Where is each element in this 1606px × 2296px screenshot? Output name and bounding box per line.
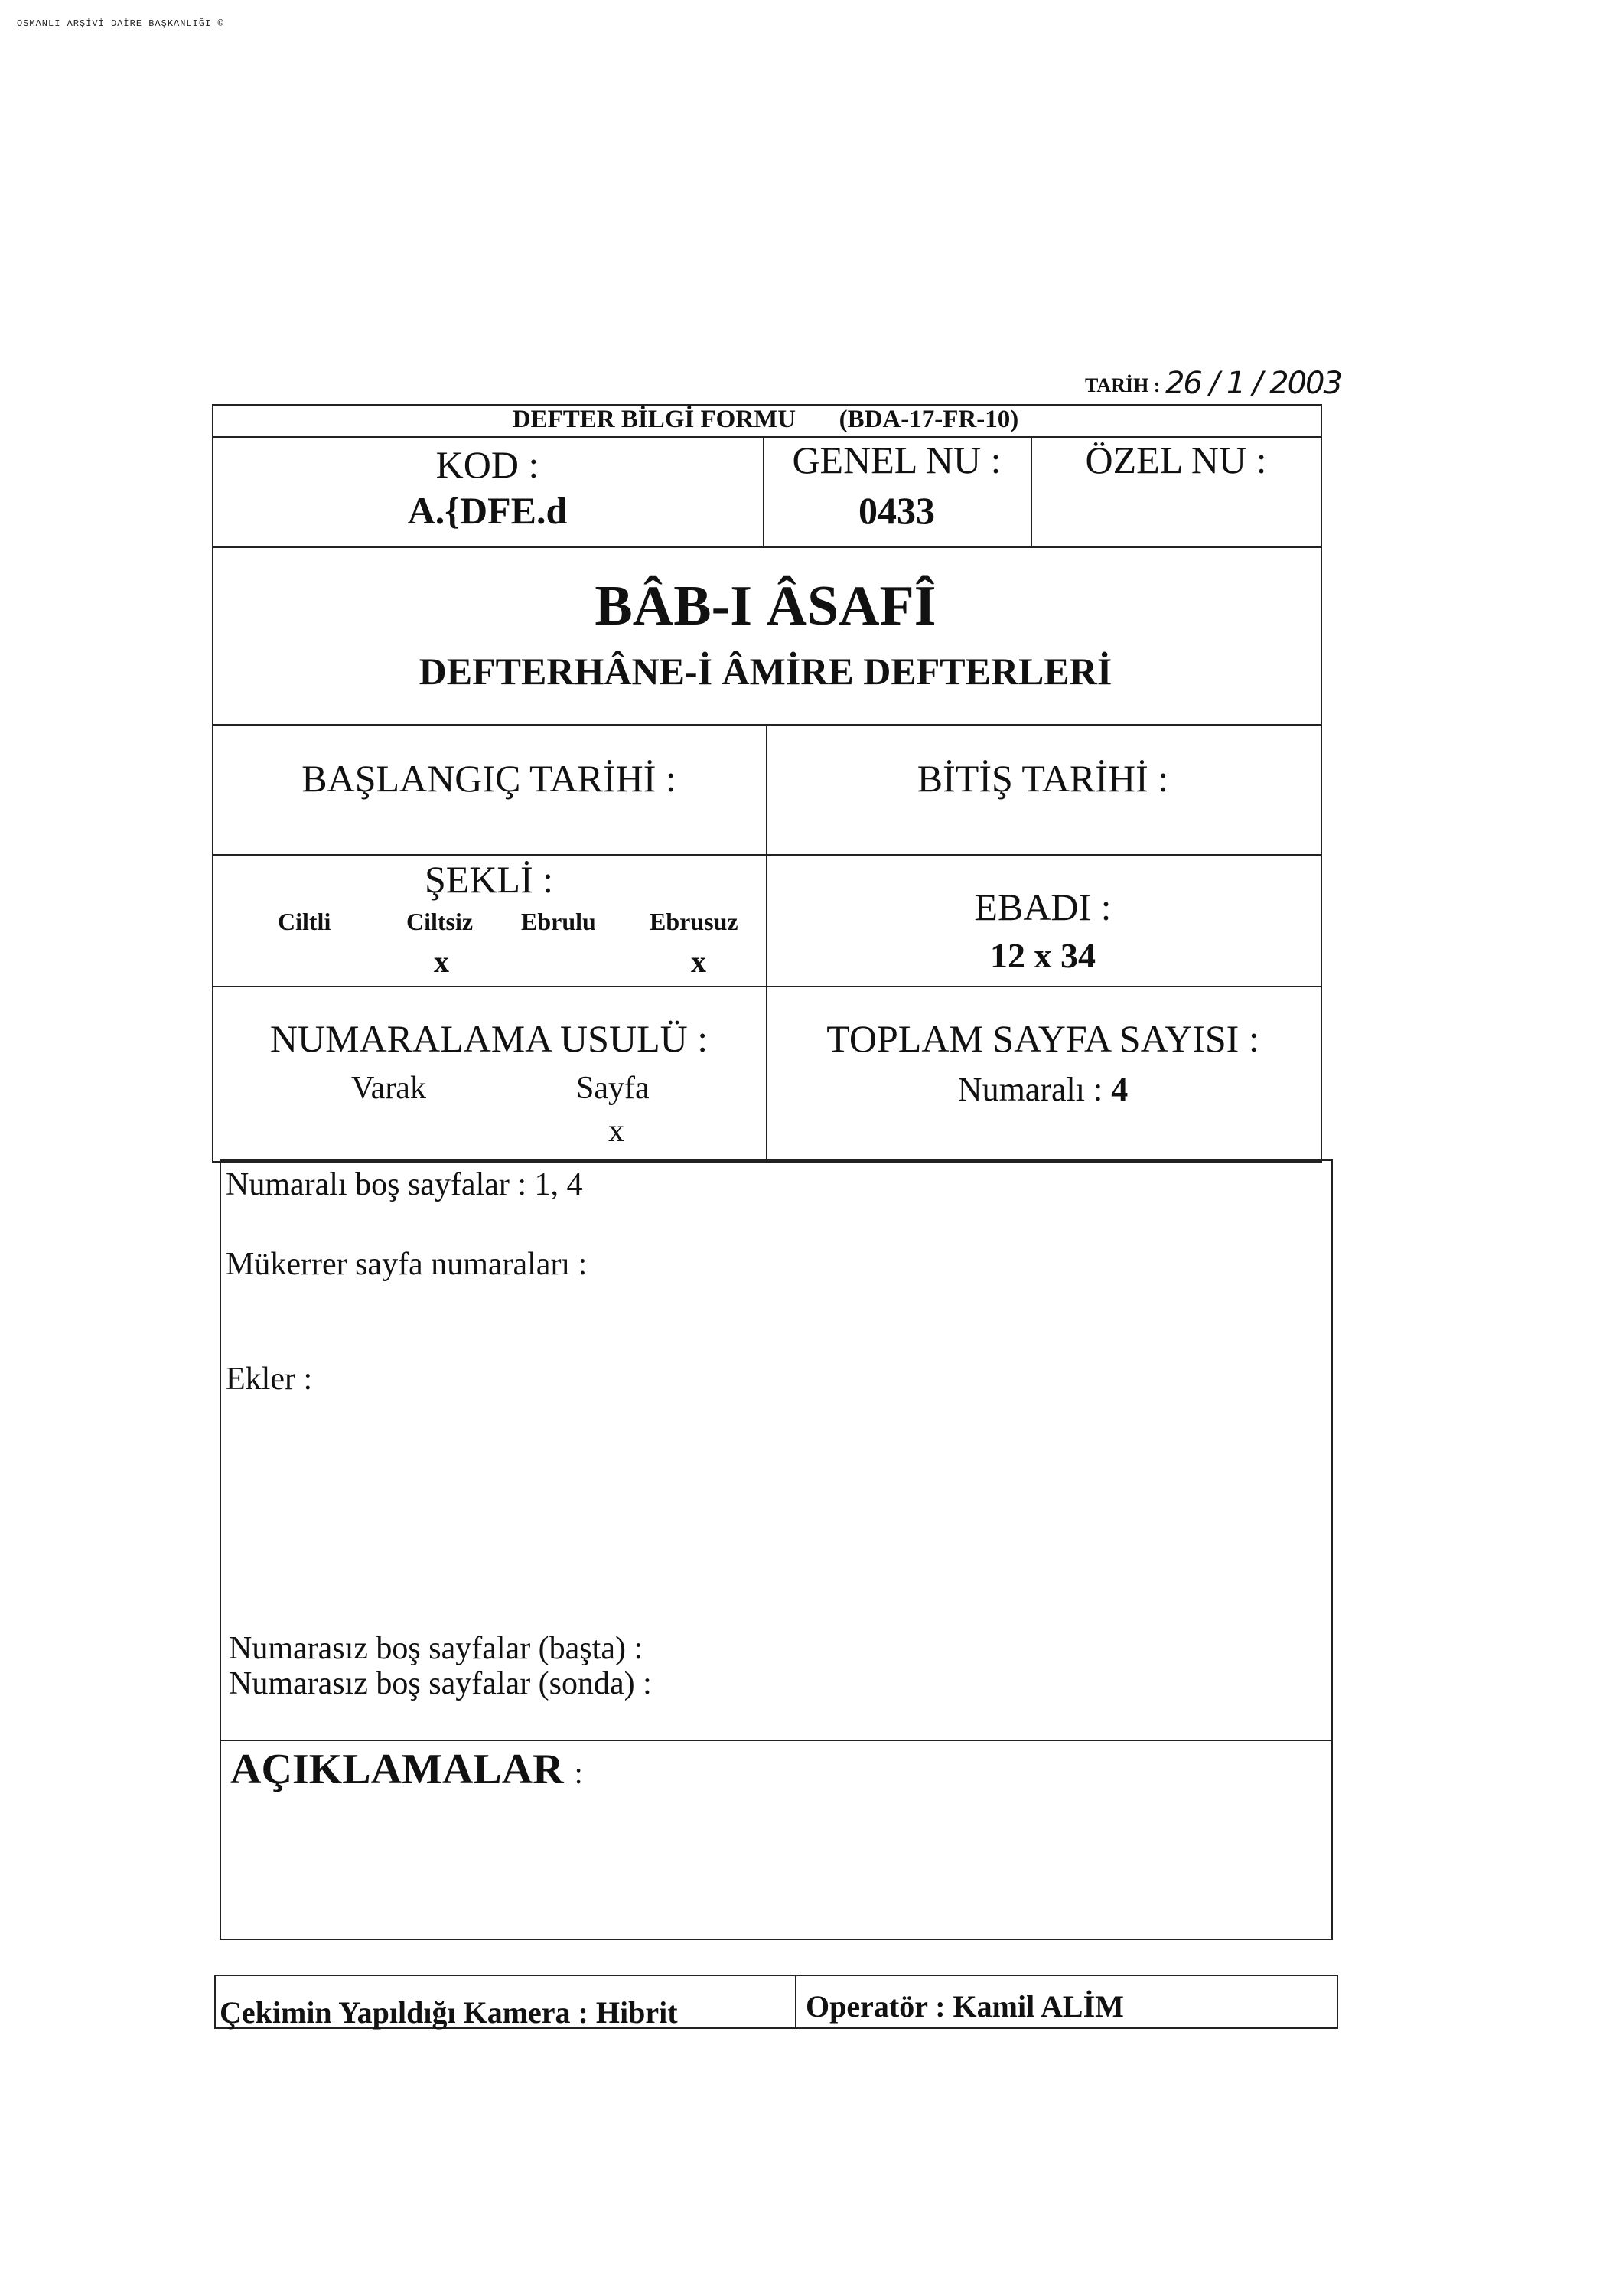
sekli-option-ciltsiz: Ciltsiz	[406, 908, 474, 935]
form-header	[212, 406, 1319, 434]
bitis-label: BİTİŞ TARİHİ :	[917, 757, 1169, 800]
camera-label: Çekimin Yapıldığı Kamera :	[220, 1995, 588, 2030]
numarasiz-basta-label: Numarasız boş sayfalar (başta) :	[229, 1631, 643, 1666]
numaralama-mark-sayfa: x	[608, 1114, 624, 1149]
ekler-label: Ekler :	[226, 1362, 313, 1397]
toplam-sayfa-label: TOPLAM SAYFA SAYISI :	[826, 1017, 1259, 1060]
sekli-row-divider	[212, 986, 1321, 987]
baslangic-label: BAŞLANGIÇ TARİHİ :	[301, 757, 676, 800]
kod-label: KOD :	[435, 443, 539, 486]
dates-row-divider	[212, 854, 1321, 856]
date-field	[1085, 366, 1341, 401]
sekli-label: ŞEKLİ :	[424, 858, 554, 901]
aciklamalar-heading	[230, 1745, 583, 1794]
ozel-nu-label: ÖZEL NU :	[1085, 439, 1267, 481]
numarasiz-sonda-label: Numarasız boş sayfalar (sonda) :	[229, 1666, 652, 1701]
genel-nu-label: GENEL NU :	[792, 439, 1002, 481]
sekli-option-ciltli: Ciltli	[278, 908, 331, 935]
operator-value: Kamil ALİM	[953, 1989, 1124, 2024]
operator-field	[806, 1988, 1124, 2024]
ebadi-label: EBADI :	[974, 885, 1112, 928]
numarali-bos-label: Numaralı boş sayfalar :	[226, 1167, 527, 1202]
form-title: DEFTER BİLGİ FORMU	[512, 406, 796, 433]
archive-watermark: OSMANLI ARŞİVİ DAİRE BAŞKANLIĞI ©	[17, 18, 224, 29]
toplam-sayfa-value: 4	[1111, 1071, 1129, 1108]
collection-title: BÂB-I ÂSAFÎ	[595, 575, 937, 638]
numarali-bos-value: 1, 4	[534, 1167, 583, 1202]
camera-field	[220, 1994, 678, 2030]
numaralama-option-varak: Varak	[351, 1071, 426, 1106]
sekli-mark-ebrusuz: x	[691, 944, 706, 979]
aciklamalar-label: AÇIKLAMALAR	[230, 1746, 564, 1793]
toplam-sayfa-numarali	[766, 1070, 1320, 1109]
date-label: TARİH :	[1085, 374, 1161, 396]
footer-divider	[795, 1975, 796, 2027]
camera-value: Hibrit	[595, 1995, 678, 2030]
kod-row-divider	[212, 546, 1321, 548]
genel-nu-value: 0433	[858, 489, 935, 532]
sekli-option-ebrulu: Ebrulu	[521, 908, 596, 935]
sekli-option-ebrusuz: Ebrusuz	[650, 908, 738, 935]
toplam-sayfa-sub-label: Numaralı :	[957, 1071, 1103, 1108]
mukerrer-label: Mükerrer sayfa numaraları :	[226, 1247, 588, 1282]
form-code: (BDA-17-FR-10)	[839, 406, 1019, 433]
collection-subtitle: DEFTERHÂNE-İ ÂMİRE DEFTERLERİ	[419, 650, 1112, 693]
numarali-bos-row	[226, 1166, 583, 1203]
numaralama-option-sayfa: Sayfa	[576, 1071, 650, 1106]
aciklamalar-divider	[220, 1740, 1331, 1741]
date-handwritten: 26 / 1 / 2003	[1165, 366, 1341, 401]
ebadi-value: 12 x 34	[990, 936, 1096, 975]
operator-label: Operatör :	[806, 1989, 946, 2024]
kod-value: A.{DFE.d	[407, 489, 568, 532]
numaralama-label: NUMARALAMA USULÜ :	[269, 1017, 709, 1060]
sekli-mark-ciltsiz: x	[434, 944, 449, 979]
aciklamalar-colon: :	[574, 1756, 583, 1790]
